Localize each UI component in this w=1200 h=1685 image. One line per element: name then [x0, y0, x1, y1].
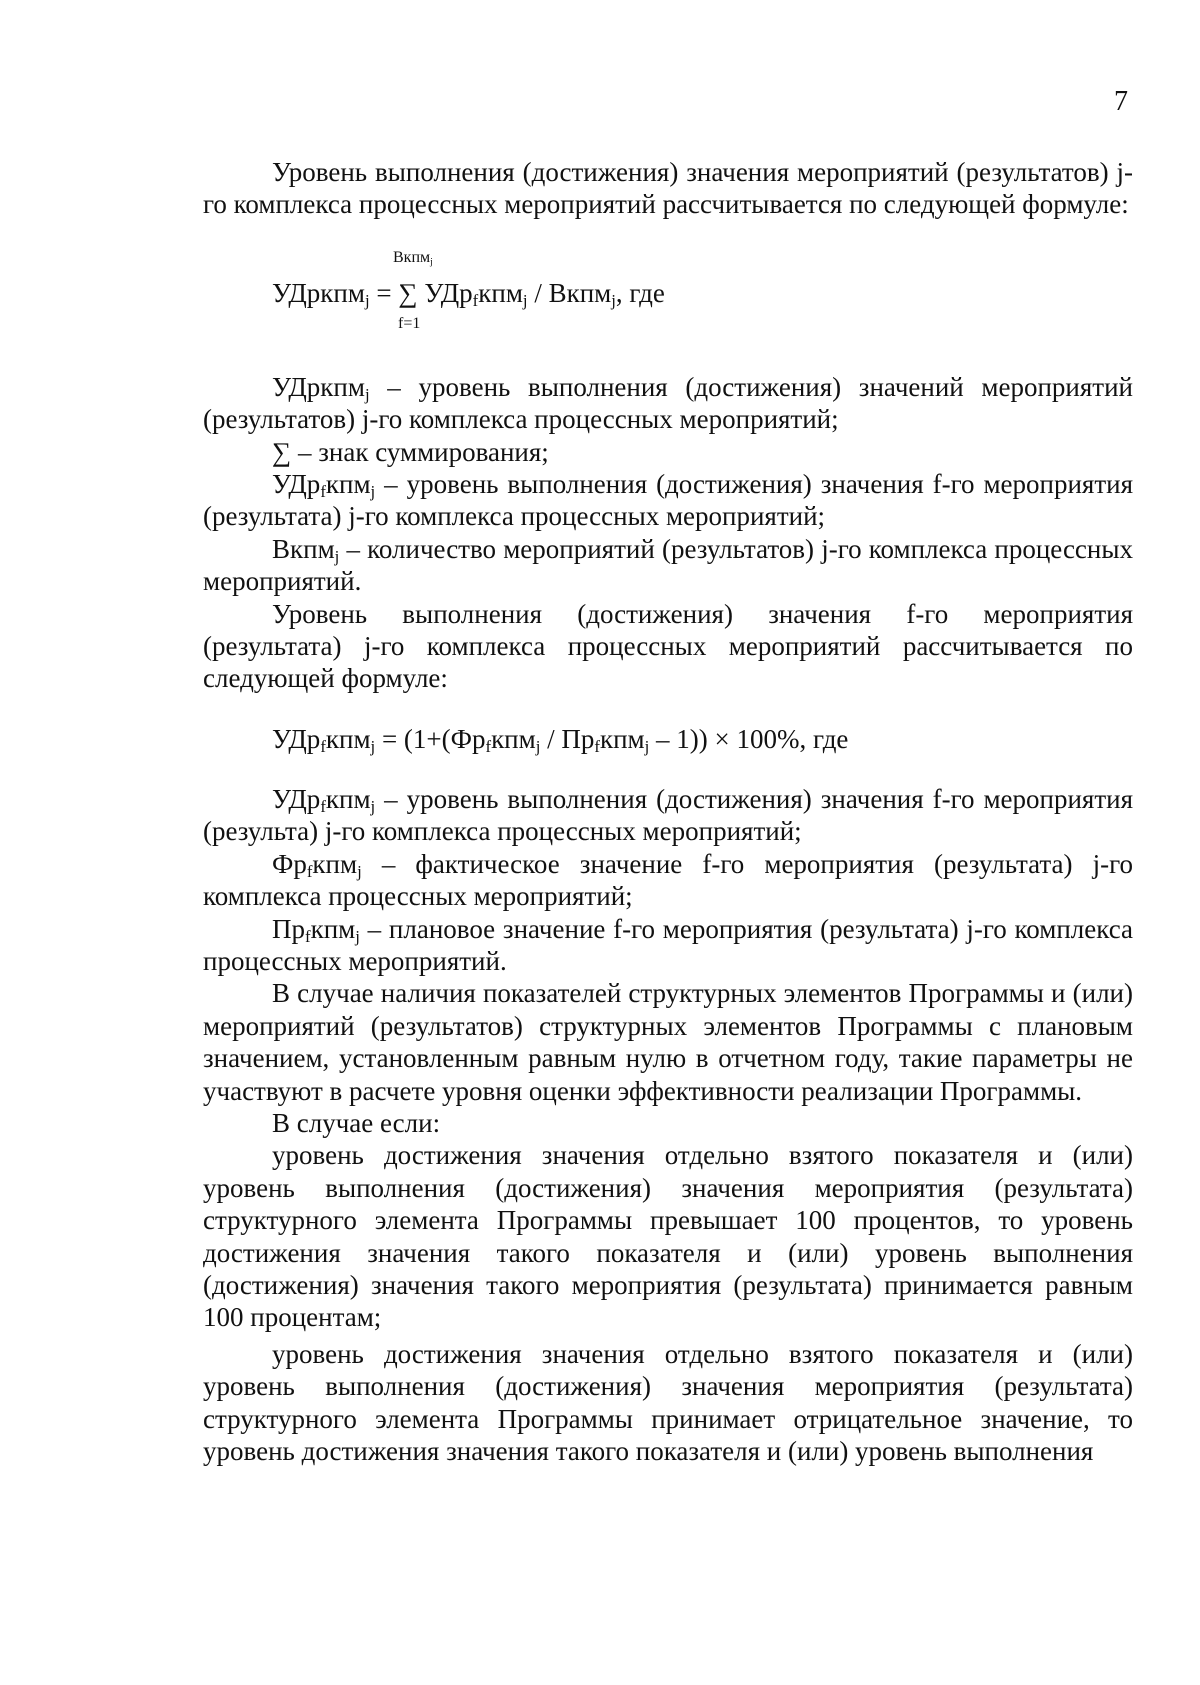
formula-sum-expression: УДркпм$_j$ = ∑ УДр$_f$кпм$_j$ / Вкпм$_j$, где [272, 277, 665, 310]
paragraph-if-case: В случае если: [272, 1107, 441, 1138]
definition-prf-kpm: $Пр_fкпм_j$ – плановое значение f-го мероприятия (результата) j-го комплекса процессных мероприятий. [203, 913, 1133, 976]
page-number: 7 [1114, 86, 1128, 117]
definition-udrkpm: УДркпм$_j$ – уровень выполнения (достижения) значений мероприятий (результатов) j-го комплекса процессных мероприятий; [203, 371, 1133, 435]
definition-vkpm: Вкпм$_j$ – количество мероприятий (результатов) j-го комплекса процессных мероприятий. [203, 533, 1133, 597]
definition-udrf-kpm: УДр$_f$кпм$_j$ – уровень выполнения (достижения) значения f-го мероприятия (результата) j-го комплекса процессных мероприятий; [203, 469, 1133, 532]
definition-udrf-kpm-2: УДр$_f$кпм$_j$ – уровень выполнения (достижения) значения f-го мероприятия (результа) j-го комплекса процессных мероприятий; [203, 783, 1133, 847]
paragraph-intro-formula-2: Уровень выполнения (достижения) значения f-го мероприятия (результата) j-го комплекса процессных мероприятий рассчитывается по следующей формуле: [203, 598, 1133, 694]
paragraph-zero-plan: В случае наличия показателей структурных элементов Программы и (или) мероприятий (результатов) структурных элементов Программы с плановым значением, установленным равным нулю в отчетном году, такие параметры не участвуют в расчете уровня оценки эффективности реализации Программы. [203, 978, 1133, 1106]
definition-frf-kpm: $Фр_fкпм_j$ – фактическое значение f-го мероприятия (результата) j-го комплекса процессных мероприятий; [203, 848, 1133, 912]
formula-sum-upper-limit: Вкпм$_j$ [393, 248, 433, 268]
paragraph-intro-formula-1: Уровень выполнения (достижения) значения мероприятий (результатов) j-го комплекса процессных мероприятий рассчитывается по следующей формуле: [203, 157, 1133, 220]
formula-sum-lower-limit: f=1 [398, 314, 421, 332]
paragraph-negative-value: уровень достижения значения отдельно взятого показателя и (или) уровень выполнения (достижения) значения мероприятия (результата) структурного элемента Программы принимает отрицательное значение, то уровень достижения значения такого показателя и (или) уровень выполнения [203, 1338, 1133, 1466]
formula-udrf: $УДр_fкпм_j = (1+(Фр_fкпм_j / Пр_fкпм_j - 1)) \times 100\%$, где [272, 723, 849, 757]
document-body [203, 156, 1133, 1467]
definition-sum-sign: ∑ – знак суммирования; [272, 436, 549, 467]
formula-sum [203, 249, 1133, 371]
paragraph-exceeds-100: уровень достижения значения отдельно взятого показателя и (или) уровень выполнения (достижения) значения мероприятия (результата) структурного элемента Программы превышает 100 процентов, то уровень достижения значения такого показателя и (или) уровень выполнения (достижения) значения такого мероприятия (результата) принимается равным 100 процентам; [203, 1140, 1133, 1333]
